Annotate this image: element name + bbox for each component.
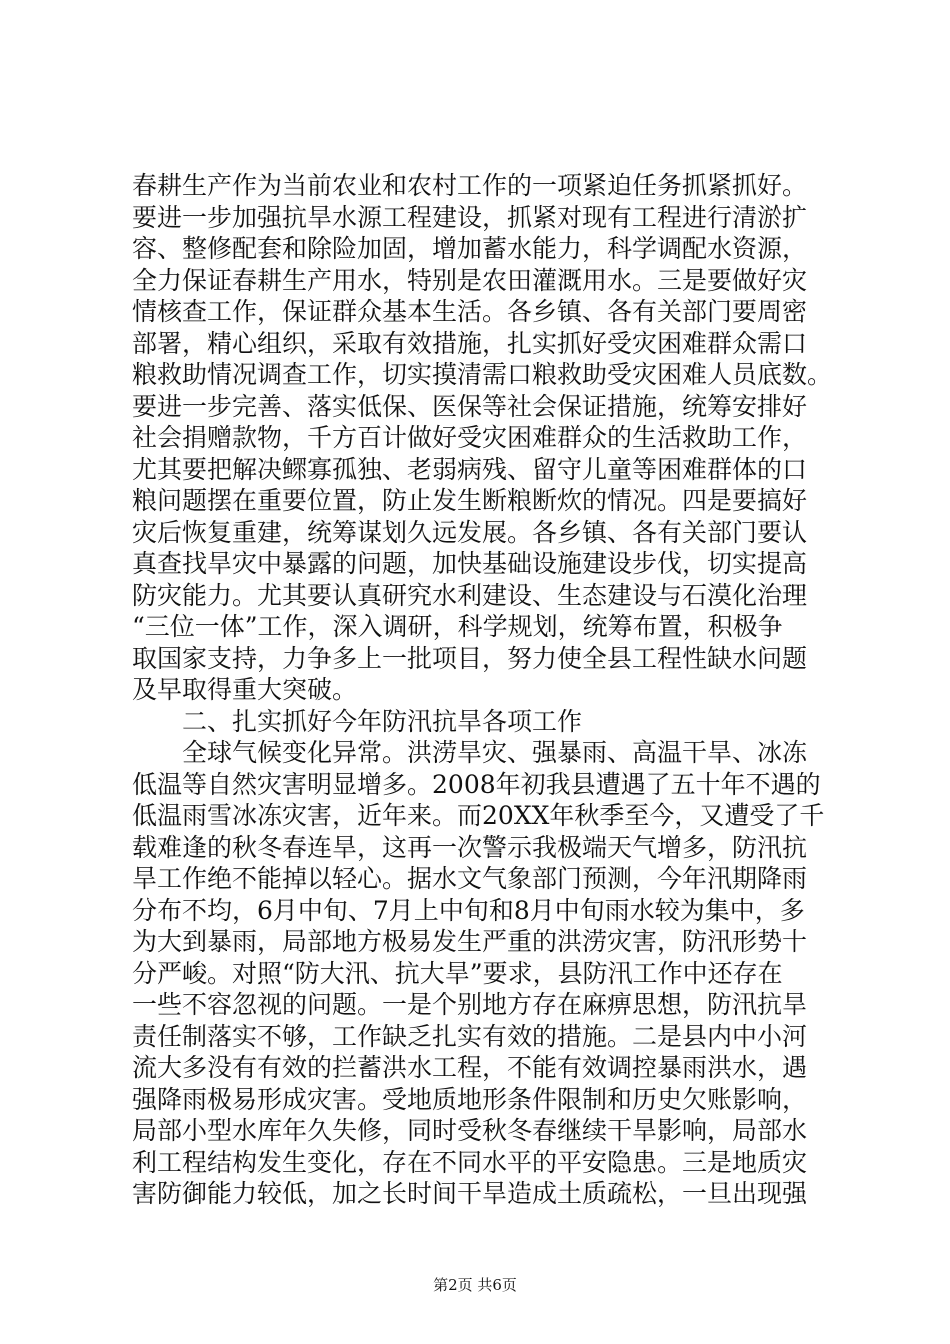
text-line: 低温等自然灾害明显增多。2008年初我县遭遇了五十年不遇的 (132, 769, 821, 799)
text-line: 春耕生产作为当前农业和农村工作的一项紧迫任务抓紧抓好。 (132, 171, 808, 200)
body-text (132, 170, 832, 1210)
text-line: “三位一体”工作，深入调研，科学规划，统筹布置，积极争 (132, 612, 783, 641)
text-line: 防灾能力。尤其要认真研究水利建设、生态建设与石漠化治理 (132, 580, 808, 610)
text-line: 分严峻。对照“防大汛、抗大旱”要求，县防汛工作中还存在 (132, 958, 783, 988)
text-line: 局部小型水库年久失修，同时受秋冬春继续干旱影响，局部水 (132, 1116, 808, 1145)
text-line: 旱工作绝不能掉以轻心。据水文气象部门预测，今年汛期降雨 (132, 864, 808, 893)
text-line: 载难逢的秋冬春连旱，这再一次警示我极端天气增多，防汛抗 (132, 832, 808, 862)
text-line: 全球气候变化异常。洪涝旱灾、强暴雨、高温干旱、冰冻 (132, 738, 808, 767)
text-line: 社会捐赠款物，千方百计做好受灾困难群众的生活救助工作， (132, 423, 808, 452)
text-line: 取国家支持，力争多上一批项目，努力使全县工程性缺水问题 (132, 643, 808, 673)
text-line: 责任制落实不够，工作缺乏扎实有效的措施。二是县内中小河 (132, 1021, 808, 1051)
text-line: 一些不容忽视的问题。一是个别地方存在麻痹思想，防汛抗旱 (132, 990, 808, 1019)
text-line: 尤其要把解决鳏寡孤独、老弱病残、留守儿童等困难群体的口 (132, 454, 808, 484)
text-line: 粮救助情况调查工作，切实摸清需口粮救助受灾困难人员底数。 (132, 360, 833, 389)
text-line: 要进一步加强抗旱水源工程建设，抓紧对现有工程进行清淤扩 (132, 202, 808, 232)
text-line: 粮问题摆在重要位置，防止发生断粮断炊的情况。四是要搞好 (132, 486, 808, 515)
text-line: 真查找旱灾中暴露的问题，加快基础设施建设步伐，切实提高 (132, 549, 808, 578)
page-footer: 第2页 共6页 (433, 1276, 517, 1294)
text-line: 为大到暴雨，局部地方极易发生严重的洪涝灾害，防汛形势十 (132, 927, 808, 956)
text-line: 要进一步完善、落实低保、医保等社会保证措施，统筹安排好 (132, 391, 808, 421)
text-line: 强降雨极易形成灾害。受地质地形条件限制和历史欠账影响， (132, 1084, 808, 1114)
text-line: 流大多没有有效的拦蓄洪水工程，不能有效调控暴雨洪水，遇 (132, 1053, 808, 1082)
text-line: 及早取得重大突破。 (132, 675, 358, 704)
text-line: 灾后恢复重建，统筹谋划久远发展。各乡镇、各有关部门要认 (132, 517, 808, 547)
text-line: 分布不均，6月中旬、7月上中旬和8月中旬雨水较为集中，多 (132, 895, 805, 925)
text-line: 容、整修配套和除险加固，增加蓄水能力，科学调配水资源， (132, 234, 808, 263)
text-line: 低温雨雪冰冻灾害，近年来。而20XX年秋季至今，又遭受了千 (132, 801, 825, 830)
text-line: 二、扎实抓好今年防汛抗旱各项工作 (132, 706, 583, 736)
text-line: 害防御能力较低，加之长时间干旱造成土质疏松，一旦出现强 (132, 1179, 808, 1208)
text-line: 情核查工作，保证群众基本生活。各乡镇、各有关部门要周密 (132, 297, 808, 326)
text-line: 部署，精心组织，采取有效措施，扎实抓好受灾困难群众需口 (132, 328, 808, 358)
text-line: 利工程结构发生变化，存在不同水平的平安隐患。三是地质灾 (132, 1147, 808, 1177)
text-line: 全力保证春耕生产用水，特别是农田灌溉用水。三是要做好灾 (132, 265, 808, 295)
